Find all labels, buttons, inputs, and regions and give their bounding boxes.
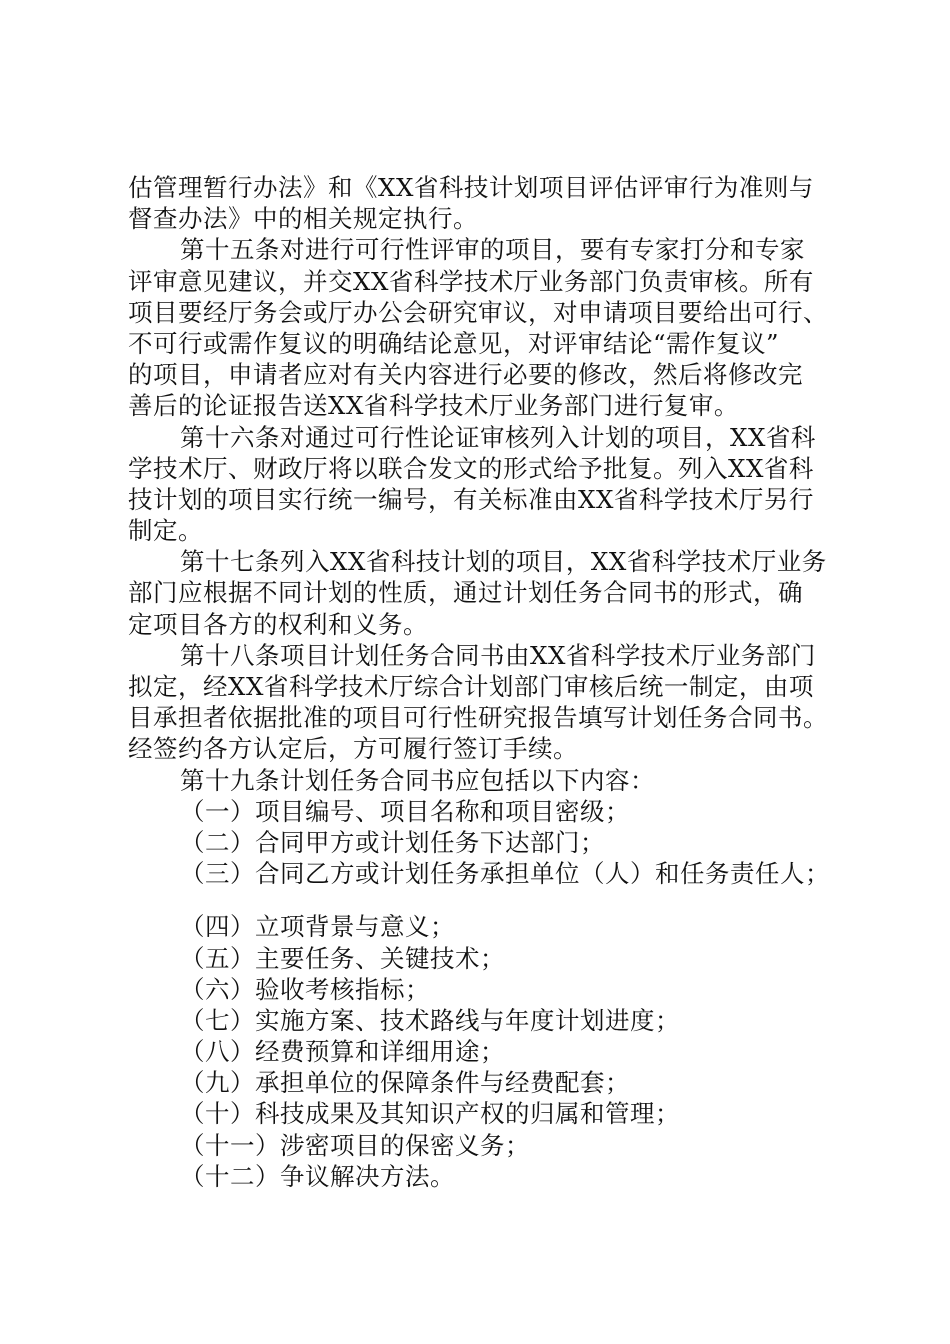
text-line: 第十八条项目计划任务合同书由XX省科学技术厅业务部门 [180,640,816,670]
list-item: （九）承担单位的保障条件与经费配套； [180,1068,630,1098]
text-line: 项目要经厅务会或厅办公会研究审议，对申请项目要给出可行、 [128,297,828,327]
contract-items-list [128,796,858,1192]
text-line: 第十九条计划任务合同书应包括以下内容： [180,765,655,795]
list-item: （七）实施方案、技术路线与年度计划进度； [180,1005,680,1035]
list-item: （三）合同乙方或计划任务承担单位（人）和任务责任人； [180,859,830,889]
list-item: （四）立项背景与意义； [180,912,455,942]
paragraph-article-18 [128,640,858,765]
text-line: 评审意见建议，并交XX省科学技术厅业务部门负责审核。所有 [128,266,814,296]
list-item: （二）合同甲方或计划任务下达部门； [180,827,605,857]
paragraph-article-17 [128,546,858,640]
list-item: （一）项目编号、项目名称和项目密级； [180,796,630,826]
text-line: 不可行或需作复议的明确结论意见，对评审结论“需作复议” [128,328,780,358]
paragraph-article-19 [128,765,858,796]
text-line: 技计划的项目实行统一编号，有关标准由XX省科学技术厅另行 [128,484,814,514]
text-line: 目承担者依据批准的项目可行性研究报告填写计划任务合同书。 [128,703,828,733]
text-line: 督查办法》中的相关规定执行。 [128,204,478,234]
paragraph-article-15 [128,234,858,421]
paragraph-continuation [128,172,858,234]
spacer [128,889,858,911]
paragraph-article-16 [128,422,858,547]
list-item: （十一）涉密项目的保密义务； [180,1130,530,1160]
text-line: 拟定，经XX省科学技术厅综合计划部门审核后统一制定，由项 [128,672,814,701]
list-item: （八）经费预算和详细用途； [180,1037,505,1067]
list-item: （十）科技成果及其知识产权的归属和管理； [180,1099,680,1129]
text-line: 第十七条列入XX省科技计划的项目，XX省科学技术厅业务 [180,547,827,577]
document-body [128,172,858,1192]
text-line: 第十五条对进行可行性评审的项目，要有专家打分和专家 [180,235,805,265]
text-line: 学技术厅、财政厅将以联合发文的形式给予批复。列入XX省科 [128,453,814,483]
list-item: （十二）争议解决方法。 [180,1161,455,1191]
text-line: 定项目各方的权利和义务。 [128,609,428,639]
text-line: 善后的论证报告送XX省科学技术厅业务部门进行复审。 [128,391,739,421]
text-line: 的项目，申请者应对有关内容进行必要的修改，然后将修改完 [128,360,803,390]
list-item: （六）验收考核指标； [180,974,430,1004]
text-line: 第十六条对通过可行性论证审核列入计划的项目，XX省科 [180,422,816,452]
text-line: 估管理暂行办法》和《XX省科技计划项目评估评审行为准则与 [128,173,814,202]
text-line: 部门应根据不同计划的性质，通过计划任务合同书的形式，确 [128,578,803,608]
text-line: 制定。 [128,516,203,546]
text-line: 经签约各方认定后，方可履行签订手续。 [128,734,578,764]
list-item: （五）主要任务、关键技术； [180,943,505,973]
